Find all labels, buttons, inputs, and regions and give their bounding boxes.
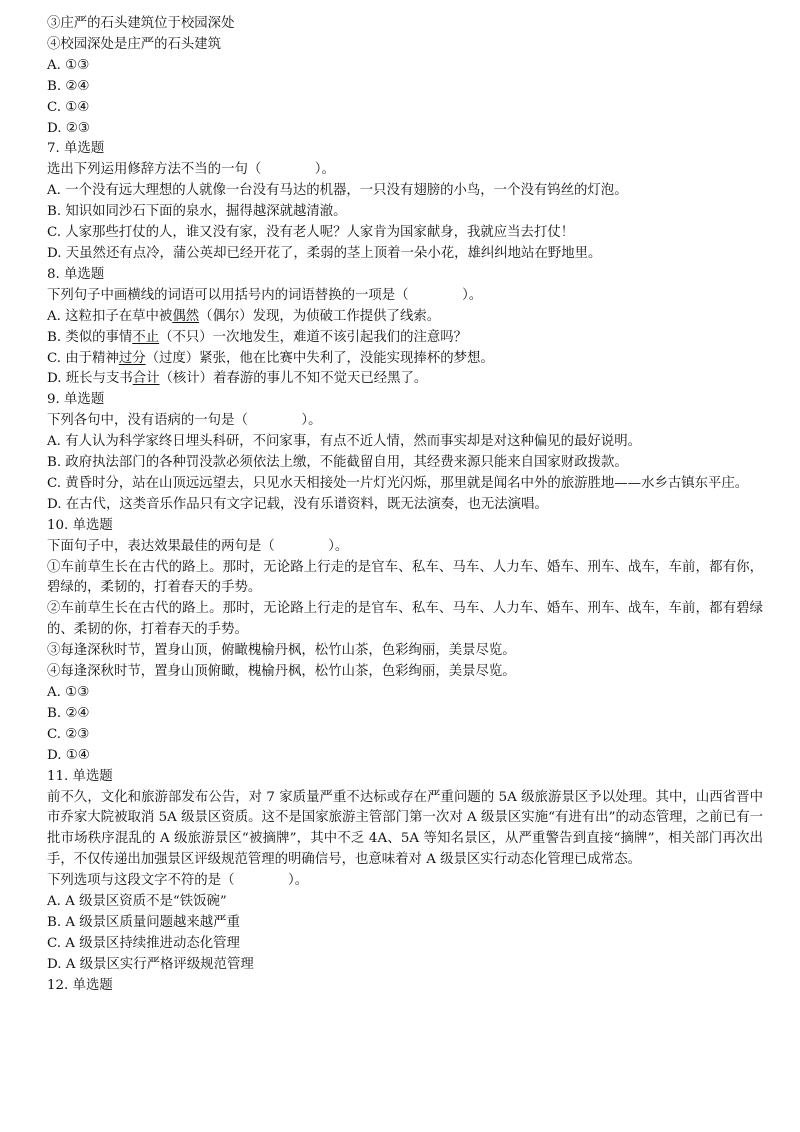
question-10-sentence-2: ②车前草生长在古代的路上。那时，无论路上行走的是官车、私车、马车、人力车、婚车、刑车、战车，车前，都有碧绿的、柔韧的你，打着春天的手势。: [47, 601, 763, 638]
question-9-option-b: B. 政府执法部门的各种罚没款必须依法上缴，不能截留自用，其经费来源只能来自国家财政拨款。: [47, 455, 628, 471]
underlined-word: 合计: [132, 371, 160, 387]
option-text-before: A. 这粒扣子在草中被: [47, 308, 173, 324]
question-10-sentence-3: ③每逢深秋时节，置身山顶，俯瞰槐榆丹枫，松竹山茶，色彩绚丽，美景尽览。: [47, 643, 516, 659]
option-3: ③庄严的石头建筑位于校园深处: [47, 16, 235, 31]
underlined-word: 不止: [132, 329, 160, 345]
choice-a: A. ①③: [47, 57, 90, 73]
question-7-option-a: A. 一个没有远大理想的人就像一台没有马达的机器，一只没有翅膀的小鸟，一个没有钨丝的灯泡。: [47, 183, 628, 199]
option-text-before: C. 由于精神: [47, 350, 119, 366]
choice-b: B. ②④: [47, 78, 90, 94]
choice-c: C. ①④: [47, 99, 90, 115]
question-10-stem: 下面句子中，表达效果最佳的两句是（ ）。: [47, 538, 349, 554]
question-10-choice-c: C. ②③: [47, 726, 90, 742]
question-7-stem: 选出下列运用修辞方法不当的一句（ ）。: [47, 162, 335, 178]
question-10-sentence-1: ①车前草生长在古代的路上。那时，无论路上行走的是官车、私车、马车、人力车、婚车、刑车、战车，车前，都有你，碧绿的，柔韧的，打着春天的手势。: [47, 559, 763, 596]
option-text-after: （偶尔）发现，为侦破工作提供了线索。: [199, 308, 441, 324]
question-7-header: 7. 单选题: [47, 141, 105, 157]
option-text-after: （核计）着春游的事儿不知不觉天已经黑了。: [159, 371, 428, 387]
question-9-stem: 下列各句中，没有语病的一句是（ ）。: [47, 413, 322, 429]
option-text-after: （不只）一次地发生，难道不该引起我们的注意吗？: [159, 329, 468, 345]
question-7-option-b: B. 知识如同沙石下面的泉水，掘得越深就越清澈。: [47, 204, 347, 220]
question-11-stem: 下列选项与这段文字不符的是（ ）。: [47, 873, 309, 889]
question-10-choice-a: A. ①③: [47, 685, 90, 700]
question-10-header: 10. 单选题: [47, 517, 113, 533]
option-text-after: （过度）紧张，他在比赛中失利了，没能实现捧杯的梦想。: [145, 350, 494, 366]
option-text-before: D. 班长与支书: [47, 371, 133, 387]
question-9-option-a: A. 有人认为科学家终日埋头科研，不问家事，有点不近人情，然而事实却是对这种偏见的最好说明。: [47, 434, 641, 450]
question-8-option-a: [47, 307, 763, 328]
question-9-option-d: D. 在古代，这类音乐作品只有文字记载，没有乐谱资料，既无法演奏，也无法演唱。: [47, 496, 548, 512]
question-8-option-c: [47, 349, 763, 370]
question-7-option-d: D. 天虽然还有点冷，蒲公英却已经开花了，柔弱的茎上顶着一朵小花，雄纠纠地站在野地里。: [47, 245, 602, 261]
question-9-header: 9. 单选题: [47, 392, 105, 408]
question-8-header: 8. 单选题: [47, 266, 105, 282]
question-9-option-c: C. 黄昏时分，站在山顶远远望去，只见水天相接处一片灯光闪烁，那里就是闻名中外的旅游胜地——水乡古镇东平庄。: [47, 475, 749, 491]
question-11-option-c: C. A 级景区持续推进动态化管理: [47, 935, 240, 951]
question-11-option-a: A. A 级景区资质不是“铁饭碗”: [47, 894, 227, 910]
question-8-stem: 下列句子中画横线的词语可以用括号内的词语替换的一项是（ ）。: [47, 287, 483, 303]
underlined-word: 偶然: [172, 308, 200, 324]
question-10-choice-b: B. ②④: [47, 705, 90, 721]
question-12-header: 12. 单选题: [47, 977, 113, 993]
underlined-word: 过分: [118, 350, 146, 366]
question-8-option-d: [47, 369, 763, 390]
question-10-choice-d: D. ①④: [47, 747, 90, 763]
choice-d: D. ②③: [47, 120, 90, 136]
question-10-sentence-4: ④每逢深秋时节，置身山顶俯瞰，槐榆丹枫，松竹山茶，色彩绚丽，美景尽览。: [47, 664, 516, 680]
question-11-passage: 前不久，文化和旅游部发布公告，对 7 家质量严重不达标或存在严重问题的 5A 级旅游景区予以处理。其中，山西省晋中市乔家大院被取消 5A 级景区资质。这不是国家旅游主管部门第一次对 A 级景区实施“有进有出”的动态管理，之前已有一批市场秩序混乱的 A 级旅游景区“被摘牌”，其中不乏 4A、5A 等知名景区，从严重警告到直接“摘牌”，相关部门再次出手，不仅传递出加强景区评级规范管理的明确信号，也意味着对 A 级景区实行动态化管理已成常态。: [47, 789, 763, 868]
option-text-before: B. 类似的事情: [47, 329, 133, 345]
exam-page: [47, 14, 763, 997]
option-4: ④校园深处是庄严的石头建筑: [47, 36, 222, 52]
question-11-option-b: B. A 级景区质量问题越来越严重: [47, 914, 240, 930]
question-11-header: 11. 单选题: [47, 768, 113, 784]
question-11-option-d: D. A 级景区实行严格评级规范管理: [47, 956, 254, 972]
question-7-option-c: C. 人家那些打仗的人，谁又没有家，没有老人呢？人家肯为国家献身，我就应当去打仗！: [47, 225, 575, 241]
question-8-option-b: [47, 328, 763, 349]
